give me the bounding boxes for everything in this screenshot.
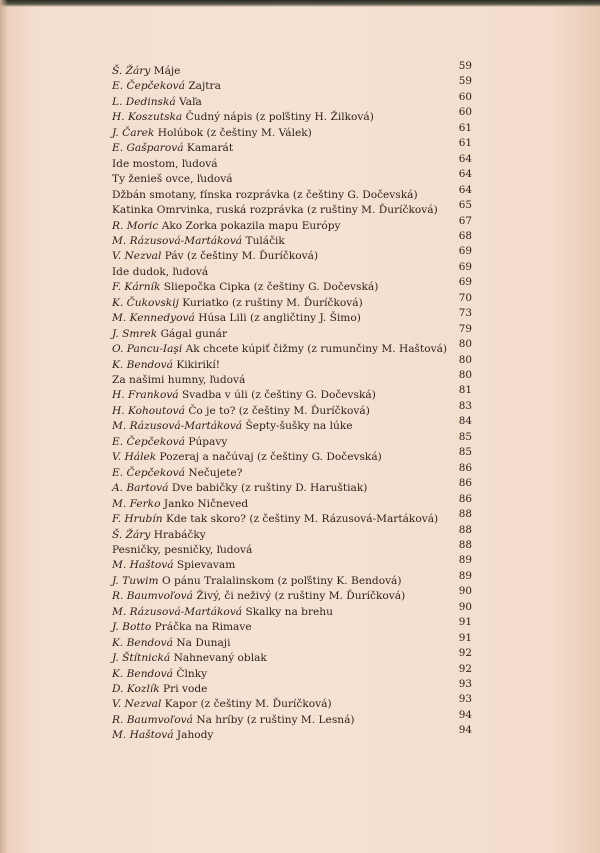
toc-entry-page-number: 61	[458, 121, 472, 134]
toc-entry	[112, 168, 472, 188]
toc-entry-author: R. Moric	[112, 219, 159, 232]
toc-entry-page-number: 80	[458, 353, 472, 366]
toc-entry	[112, 276, 472, 296]
toc-entry-title: Pesničky, pesničky, ľudová	[112, 543, 253, 556]
toc-entry-title: Zajtra	[188, 80, 221, 93]
toc-entry-page-number: 94	[458, 724, 472, 737]
toc-entry-title: Ide mostom, ľudová	[112, 157, 218, 170]
toc-entry	[112, 338, 472, 358]
toc-entry	[112, 106, 472, 126]
toc-entry	[112, 662, 472, 683]
toc-entry-title: Kamarát	[186, 142, 234, 155]
toc-entry-page-number: 88	[458, 538, 472, 551]
toc-entry-page-number: 92	[458, 662, 472, 675]
toc-entry	[112, 461, 472, 482]
toc-entry-page-number: 88	[458, 523, 472, 536]
toc-entry-author: M. Rázusová-Martáková	[112, 234, 243, 247]
toc-entry	[112, 353, 472, 374]
toc-entry-author: R. Baumvoľová	[112, 713, 193, 726]
toc-entry-title: Šepty-šušky na lúke	[245, 420, 353, 433]
toc-entry-page-number: 80	[458, 338, 472, 351]
toc-entry-page-number: 90	[458, 600, 472, 613]
toc-entry-author: H. Franková	[112, 389, 179, 402]
toc-entry	[112, 245, 472, 265]
toc-entry	[112, 183, 472, 204]
toc-entry-title: Džbán smotany, fínska rozprávka (z češtiny G. Dočevská)	[112, 188, 418, 201]
toc-entry-author: J. Čarek	[112, 126, 155, 139]
toc-entry-page-number: 67	[458, 214, 472, 227]
toc-entry-page-number: 83	[458, 399, 472, 412]
toc-entry	[112, 538, 472, 559]
toc-entry-author: M. Rázusová-Martáková	[112, 605, 243, 618]
toc-entry-author: J. Tuwim	[112, 574, 159, 587]
toc-entry-title: Holúbok (z češtiny M. Válek)	[157, 126, 312, 139]
toc-entry-page-number: 59	[458, 75, 472, 88]
toc-entry-author: A. Bartová	[112, 482, 169, 495]
toc-entry-title: Janko Ničneved	[163, 497, 249, 510]
toc-entry-title: Hrabáčky	[153, 528, 206, 541]
toc-entry	[112, 616, 472, 636]
toc-entry-author: M. Rázusová-Martáková	[112, 420, 243, 433]
toc-entry	[112, 229, 472, 250]
toc-entry-title: Húsa Lili (z angličtiny J. Šimo)	[198, 312, 361, 325]
toc-entry-title: Svadba v úli (z češtiny G. Dočevská)	[182, 389, 376, 402]
toc-entry-title: Nahnevaný oblak	[173, 652, 267, 665]
toc-entry-title: Na Dunaji	[176, 636, 231, 649]
toc-entry-author: K. Bendová	[112, 667, 173, 680]
toc-entry-title: Kapor (z češtiny M. Ďuríčková)	[164, 698, 332, 711]
toc-entry	[112, 569, 472, 590]
toc-entry-author: K. Bendová	[112, 358, 173, 371]
toc-entry	[112, 492, 472, 513]
toc-entry-author: H. Kohoutová	[112, 404, 185, 417]
toc-entry-author: V. Hálek	[112, 451, 157, 464]
toc-entry	[112, 322, 472, 343]
toc-entry	[112, 600, 472, 621]
toc-entry-page-number: 64	[458, 168, 472, 181]
toc-entry	[112, 554, 472, 574]
toc-entry	[112, 693, 472, 713]
toc-entry	[112, 369, 472, 389]
toc-entry	[112, 75, 472, 95]
toc-entry-title: Pri vode	[163, 683, 208, 695]
toc-entry-page-number: 69	[458, 245, 472, 258]
toc-entry-page-number: 90	[458, 585, 472, 598]
toc-entry-author: F. Hrubín	[112, 513, 163, 526]
toc-entry	[112, 260, 472, 281]
toc-entry	[112, 523, 472, 544]
toc-entry-title: Za našimi humny, ľudová	[112, 374, 246, 386]
toc-entry-page-number: 65	[458, 199, 472, 212]
toc-entry-title: Ty ženieš ovce, ľudová	[112, 173, 233, 186]
toc-entry-title: Sliepočka Cipka (z češtiny G. Dočevská)	[163, 281, 379, 294]
toc-entry-page-number: 86	[458, 492, 472, 505]
toc-entry-author: Š. Žáry	[112, 65, 151, 77]
toc-entry-title: Pozeraj a načúvaj (z češtiny G. Dočevská)	[159, 451, 382, 464]
toc-entry	[112, 121, 472, 142]
toc-entry-title: Ako Zorka pokazila mapu Európy	[161, 219, 341, 232]
toc-entry-page-number: 93	[458, 693, 472, 706]
toc-entry-author: E. Čepčeková	[112, 435, 185, 448]
toc-entry-page-number: 91	[458, 616, 472, 629]
toc-entry-page-number: 68	[458, 229, 472, 242]
toc-entry-author: M. Haštová	[112, 559, 174, 572]
toc-entry-page-number: 70	[458, 291, 472, 304]
toc-entry	[112, 430, 472, 451]
toc-entry-author: O. Pancu-Iaşi	[112, 343, 183, 356]
toc-entry	[112, 137, 472, 157]
toc-entry	[112, 152, 472, 173]
toc-entry	[112, 90, 472, 111]
toc-entry-title: Jahody	[176, 729, 214, 742]
toc-entry-page-number: 84	[458, 415, 472, 428]
toc-entry-author: K. Čukovskij	[112, 296, 179, 309]
toc-entry-page-number: 69	[458, 276, 472, 289]
toc-entry	[112, 199, 472, 219]
toc-entry	[112, 307, 472, 327]
toc-entry	[112, 508, 472, 528]
toc-entry-title: Čudný nápis (z poľštiny H. Žilková)	[185, 111, 374, 124]
toc-entry	[112, 724, 472, 744]
toc-entry-page-number: 81	[458, 384, 472, 397]
toc-entry-page-number: 85	[458, 446, 472, 459]
toc-entry-title: Na hríby (z ruštiny M. Lesná)	[196, 713, 355, 726]
toc-entry-author: M. Haštová	[112, 729, 174, 742]
toc-entry	[112, 214, 472, 235]
toc-entry-title: Tuláčik	[245, 234, 285, 247]
toc-entry-author: M. Ferko	[112, 497, 161, 510]
toc-entry-title: Kikirikí!	[176, 358, 221, 371]
toc-entry-title: Gágal gunár	[160, 327, 228, 340]
toc-entry	[112, 291, 472, 312]
toc-entry-title: Ide dudok, ľudová	[112, 265, 209, 278]
toc-entry-page-number: 93	[458, 678, 472, 690]
toc-entry-title: Práčka na Rimave	[154, 621, 252, 634]
toc-entry-author: L. Dedinská	[112, 95, 176, 108]
toc-entry-author: E. Čepčeková	[112, 80, 185, 93]
toc-entry-page-number: 86	[458, 477, 472, 490]
toc-entry-title: Člnky	[176, 667, 208, 680]
toc-entry	[112, 647, 472, 667]
toc-entry-author: F. Kárník	[112, 281, 161, 294]
toc-entry-author: M. Kennedyová	[112, 312, 195, 325]
toc-entry-title: O pánu Tralalinskom (z poľštiny K. Bendová)	[161, 574, 402, 587]
toc-entry-author: E. Čepčeková	[112, 466, 185, 479]
toc-entry-title: Živý, či neživý (z ruštiny M. Ďuríčková)	[196, 590, 406, 603]
toc-entry-author: Š. Žáry	[112, 528, 151, 541]
toc-entry-title: Nečujete?	[188, 466, 243, 479]
toc-entry-page-number: 94	[458, 708, 472, 721]
toc-entry-author: V. Nezval	[112, 250, 162, 263]
toc-entry-page-number: 89	[458, 554, 472, 567]
toc-entry-author: E. Gašparová	[112, 142, 184, 155]
toc-entry	[112, 60, 472, 80]
toc-entry-author: R. Baumvoľová	[112, 590, 193, 603]
toc-entry-author: D. Kozlík	[112, 683, 160, 695]
toc-entry	[112, 631, 472, 652]
toc-entry-page-number: 69	[458, 260, 472, 273]
toc-entry-page-number: 73	[458, 307, 472, 320]
toc-entry-title: Čo je to? (z češtiny M. Ďuríčková)	[188, 404, 370, 417]
toc-entry-title: Ak chcete kúpiť čižmy (z rumunčiny M. Haštová)	[185, 343, 448, 356]
toc-entry-page-number: 86	[458, 461, 472, 474]
toc-entry-title: Páv (z češtiny M. Ďuríčková)	[164, 250, 319, 263]
toc-entry-page-number: 60	[458, 90, 472, 103]
toc-entry-title: Kuriatko (z ruštiny M. Ďuríčková)	[182, 296, 363, 309]
toc-entry-page-number: 80	[458, 369, 472, 381]
toc-entry-page-number: 85	[458, 430, 472, 443]
toc-entry-author: K. Bendová	[112, 636, 173, 649]
toc-entry-author: V. Nezval	[112, 698, 162, 711]
toc-entry-page-number: 91	[458, 631, 472, 644]
toc-entry-page-number: 89	[458, 569, 472, 582]
toc-entry	[112, 477, 472, 497]
toc-entry-page-number: 61	[458, 137, 472, 150]
toc-entry-page-number: 64	[458, 152, 472, 165]
toc-entry-page-number: 60	[458, 106, 472, 119]
toc-entry-author: J. Štítnická	[112, 652, 171, 665]
toc-entry-title: Skalky na brehu	[245, 605, 333, 618]
toc-entry-title: Kde tak skoro? (z češtiny M. Rázusová-Martáková)	[165, 513, 439, 526]
toc-entry-author: H. Koszutska	[112, 111, 183, 124]
toc-entry	[112, 415, 472, 435]
toc-entry-title: Dve babičky (z ruštiny D. Haruštiak)	[171, 482, 368, 495]
toc-entry-title: Púpavy	[188, 435, 228, 448]
toc-entry	[112, 399, 472, 420]
toc-entry-author: J. Smrek	[112, 327, 158, 340]
toc-entry-title: Máje	[153, 65, 181, 77]
toc-entry-page-number: 59	[458, 60, 472, 72]
toc-entry-page-number: 79	[458, 322, 472, 335]
toc-entry	[112, 708, 472, 729]
toc-entry-title: Katinka Omrvinka, ruská rozprávka (z ruštiny M. Ďuríčková)	[112, 204, 438, 217]
toc-entry-title: Spievavam	[176, 559, 236, 572]
toc-entry-author: J. Botto	[112, 621, 152, 634]
toc-entry-page-number: 88	[458, 508, 472, 521]
toc-entry-page-number: 92	[458, 647, 472, 660]
toc-entry-title: Vaľa	[179, 95, 202, 108]
toc-entry	[112, 446, 472, 466]
toc-entry	[112, 678, 472, 698]
toc-entry	[112, 384, 472, 404]
toc-entry-page-number: 64	[458, 183, 472, 196]
toc-entry	[112, 585, 472, 605]
